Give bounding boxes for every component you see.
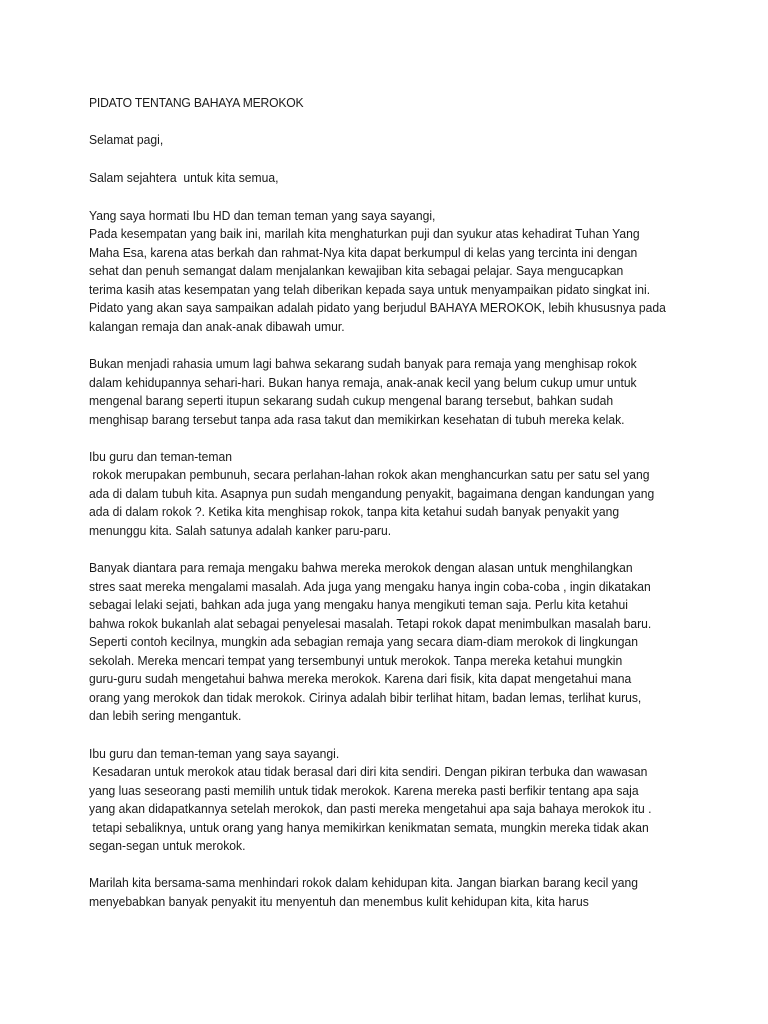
paragraph-1-line: Pada kesempatan yang baik ini, marilah kita menghaturkan puji dan syukur atas kehadirat Tuhan Yang: [89, 226, 640, 241]
paragraph-1-line: sehat dan penuh semangat dalam menjalankan kewajiban kita sebagai pelajar. Saya mengucapkan: [89, 263, 624, 278]
paragraph-3-line: rokok merupakan pembunuh, secara perlahan-lahan rokok akan menghancurkan satu per satu sel yang: [89, 467, 650, 482]
paragraph-1-line: kalangan remaja dan anak-anak dibawah umur.: [89, 319, 345, 334]
paragraph-4-line: Banyak diantara para remaja mengaku bahwa mereka merokok dengan alasan untuk menghilangkan: [89, 560, 633, 575]
paragraph-1-line: Pidato yang akan saya sampaikan adalah pidato yang berjudul BAHAYA MEROKOK, lebih khususnya pada: [89, 300, 666, 315]
paragraph-5-line: Kesadaran untuk merokok atau tidak berasal dari diri kita sendiri. Dengan pikiran terbuka dan wawasan: [89, 764, 648, 779]
paragraph-2-line: menghisap barang tersebut tanpa ada rasa takut dan memikirkan kesehatan di tubuh mereka kelak.: [89, 412, 625, 427]
paragraph-3-heading: Ibu guru dan teman-teman: [89, 449, 232, 464]
paragraph-4-line: orang yang merokok dan tidak merokok. Cirinya adalah bibir terlihat hitam, badan lemas, terlihat kurus,: [89, 690, 642, 705]
paragraph-2-line: mengenal barang seperti itupun sekarang sudah cukup mengenal barang tersebut, bahkan sudah: [89, 393, 614, 408]
paragraph-3-line: menunggu kita. Salah satunya adalah kanker paru-paru.: [89, 523, 392, 538]
paragraph-2-line: dalam kehidupannya sehari-hari. Bukan hanya remaja, anak-anak kecil yang belum cukup umur untuk: [89, 375, 637, 390]
paragraph-5-line: segan-segan untuk merokok.: [89, 838, 246, 853]
paragraph-4-line: dan lebih sering mengantuk.: [89, 708, 242, 723]
paragraph-6-line: menyebabkan banyak penyakit itu menyentuh dan menembus kulit kehidupan kita, kita harus: [89, 894, 589, 909]
paragraph-1-line: Maha Esa, karena atas berkah dan rahmat-Nya kita dapat berkumpul di kelas yang tercinta ini dengan: [89, 245, 638, 260]
paragraph-5-heading: Ibu guru dan teman-teman yang saya sayangi.: [89, 746, 340, 761]
paragraph-4-line: sebagai lelaki sejati, bahkan ada juga yang mengaku hanya mengikuti teman saja. Perlu kita ketahui: [89, 597, 628, 612]
paragraph-4-line: sekolah. Mereka mencari tempat yang tersembunyi untuk merokok. Tanpa mereka ketahui mungkin: [89, 653, 623, 668]
paragraph-4-line: bahwa rokok bukanlah alat sebagai penyelesai masalah. Tetapi rokok dapat menimbulkan masalah baru.: [89, 616, 652, 631]
document-title: PIDATO TENTANG BAHAYA MEROKOK: [89, 95, 304, 110]
paragraph-1-line: terima kasih atas kesempatan yang telah diberikan kepada saya untuk menyampaikan pidato singkat ini.: [89, 282, 651, 297]
paragraph-6-line: Marilah kita bersama-sama menhindari rokok dalam kehidupan kita. Jangan biarkan barang kecil yang: [89, 875, 638, 890]
paragraph-3-line: ada di dalam tubuh kita. Asapnya pun sudah mengandung penyakit, bagaimana dengan kandungan yang: [89, 486, 655, 501]
paragraph-3-line: ada di dalam rokok ?. Ketika kita menghisap rokok, tanpa kita ketahui sudah banyak penyakit yang: [89, 504, 620, 519]
salutation-line: Salam sejahtera untuk kita semua,: [89, 170, 279, 185]
paragraph-5-line: tetapi sebaliknya, untuk orang yang hanya memikirkan kenikmatan semata, mungkin mereka tidak akan: [89, 820, 649, 835]
paragraph-4-line: stres saat mereka mengalami masalah. Ada juga yang mengaku hanya ingin coba-coba , ingin dikatakan: [89, 579, 651, 594]
paragraph-5-line: yang luas seseorang pasti memilih untuk tidak merokok. Karena mereka pasti berfikir tentang apa saja: [89, 783, 639, 798]
paragraph-2-line: Bukan menjadi rahasia umum lagi bahwa sekarang sudah banyak para remaja yang menghisap rokok: [89, 356, 637, 371]
greeting-line: Selamat pagi,: [89, 132, 164, 147]
paragraph-1-line: Yang saya hormati Ibu HD dan teman teman yang saya sayangi,: [89, 208, 436, 223]
paragraph-4-line: guru-guru sudah mengetahui bahwa mereka merokok. Karena dari fisik, kita dapat mengetahui mana: [89, 671, 632, 686]
paragraph-5-line: yang akan didapatkannya setelah merokok, dan pasti mereka mengetahui apa saja bahaya merokok itu .: [89, 801, 652, 816]
paragraph-4-line: Seperti contoh kecilnya, mungkin ada sebagian remaja yang secara diam-diam merokok di lingkungan: [89, 634, 638, 649]
